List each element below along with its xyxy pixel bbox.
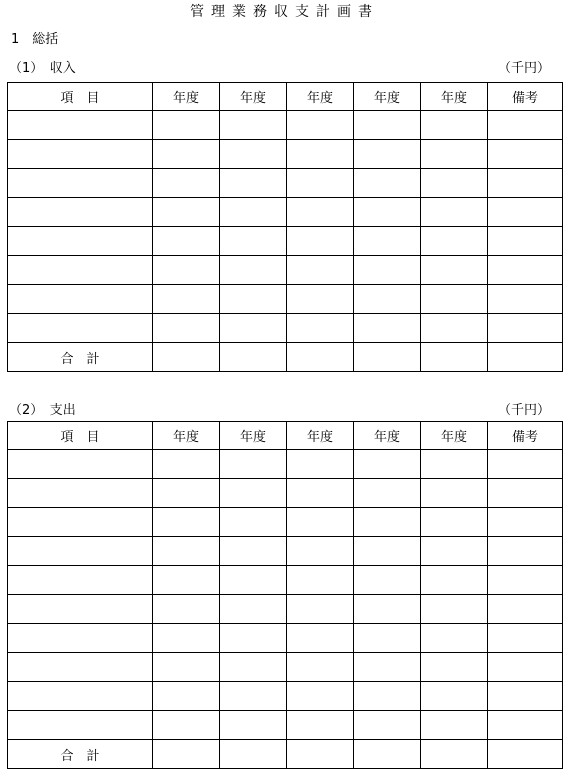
table-cell[interactable] bbox=[354, 169, 421, 198]
table-cell[interactable] bbox=[8, 256, 153, 285]
table-cell[interactable] bbox=[8, 227, 153, 256]
table-cell[interactable] bbox=[8, 566, 153, 595]
table-cell[interactable] bbox=[354, 740, 421, 769]
table-cell[interactable] bbox=[153, 227, 220, 256]
table-cell[interactable] bbox=[287, 169, 354, 198]
column-header-year: 年度 bbox=[421, 83, 488, 111]
table-cell[interactable] bbox=[488, 595, 563, 624]
table-cell[interactable] bbox=[8, 169, 153, 198]
table-cell[interactable] bbox=[220, 256, 287, 285]
table-cell[interactable] bbox=[220, 508, 287, 537]
table-cell[interactable] bbox=[287, 711, 354, 740]
table-cell[interactable] bbox=[354, 711, 421, 740]
table-cell[interactable] bbox=[488, 256, 563, 285]
table-cell[interactable] bbox=[488, 566, 563, 595]
table-cell[interactable] bbox=[8, 198, 153, 227]
table-row bbox=[8, 169, 563, 198]
column-header-item: 項 目 bbox=[8, 83, 153, 111]
table-row bbox=[8, 227, 563, 256]
income-unit-label: （千円） bbox=[498, 61, 551, 76]
table-cell[interactable] bbox=[8, 450, 153, 479]
table-cell[interactable] bbox=[488, 198, 563, 227]
table-cell[interactable] bbox=[354, 682, 421, 711]
table-cell[interactable] bbox=[421, 198, 488, 227]
table-row bbox=[8, 566, 563, 595]
table-cell[interactable] bbox=[354, 624, 421, 653]
table-cell[interactable] bbox=[488, 285, 563, 314]
total-label: 合 計 bbox=[8, 343, 153, 372]
table-cell[interactable] bbox=[8, 653, 153, 682]
table-cell[interactable] bbox=[287, 653, 354, 682]
table-cell[interactable] bbox=[153, 624, 220, 653]
table-cell[interactable] bbox=[8, 508, 153, 537]
table-row bbox=[8, 537, 563, 566]
table-cell[interactable] bbox=[488, 314, 563, 343]
column-header-year: 年度 bbox=[354, 422, 421, 450]
column-header-year: 年度 bbox=[220, 422, 287, 450]
table-row bbox=[8, 198, 563, 227]
table-cell[interactable] bbox=[421, 227, 488, 256]
table-cell[interactable] bbox=[287, 343, 354, 372]
table-cell[interactable] bbox=[287, 198, 354, 227]
table-cell[interactable] bbox=[421, 169, 488, 198]
table-cell[interactable] bbox=[488, 537, 563, 566]
table-cell[interactable] bbox=[421, 256, 488, 285]
table-cell[interactable] bbox=[488, 508, 563, 537]
table-cell[interactable] bbox=[153, 711, 220, 740]
table-cell[interactable] bbox=[287, 450, 354, 479]
table-cell[interactable] bbox=[354, 140, 421, 169]
table-cell[interactable] bbox=[287, 537, 354, 566]
table-cell[interactable] bbox=[220, 227, 287, 256]
table-cell[interactable] bbox=[421, 682, 488, 711]
table-row bbox=[8, 508, 563, 537]
table-cell[interactable] bbox=[153, 140, 220, 169]
income-header-row bbox=[8, 83, 563, 111]
table-row bbox=[8, 682, 563, 711]
table-cell[interactable] bbox=[220, 140, 287, 169]
table-cell[interactable] bbox=[8, 140, 153, 169]
table-cell[interactable] bbox=[287, 595, 354, 624]
table-row bbox=[8, 450, 563, 479]
table-cell[interactable] bbox=[354, 479, 421, 508]
table-row bbox=[8, 653, 563, 682]
table-cell[interactable] bbox=[354, 566, 421, 595]
table-cell[interactable] bbox=[287, 740, 354, 769]
table-cell[interactable] bbox=[287, 314, 354, 343]
table-cell[interactable] bbox=[153, 740, 220, 769]
table-cell[interactable] bbox=[354, 508, 421, 537]
table-cell[interactable] bbox=[153, 537, 220, 566]
table-cell[interactable] bbox=[153, 111, 220, 140]
table-cell[interactable] bbox=[488, 227, 563, 256]
table-cell[interactable] bbox=[421, 140, 488, 169]
table-cell[interactable] bbox=[488, 140, 563, 169]
table-cell[interactable] bbox=[8, 624, 153, 653]
table-cell[interactable] bbox=[220, 740, 287, 769]
table-cell[interactable] bbox=[488, 450, 563, 479]
table-cell[interactable] bbox=[287, 285, 354, 314]
table-cell[interactable] bbox=[287, 227, 354, 256]
table-cell[interactable] bbox=[354, 314, 421, 343]
table-cell[interactable] bbox=[8, 111, 153, 140]
table-cell[interactable] bbox=[220, 624, 287, 653]
table-cell[interactable] bbox=[8, 479, 153, 508]
table-row bbox=[8, 624, 563, 653]
column-header-year: 年度 bbox=[354, 83, 421, 111]
column-header-year: 年度 bbox=[220, 83, 287, 111]
table-cell[interactable] bbox=[354, 285, 421, 314]
table-cell[interactable] bbox=[421, 508, 488, 537]
table-cell[interactable] bbox=[220, 450, 287, 479]
expense-unit-label: （千円） bbox=[498, 403, 551, 418]
table-cell[interactable] bbox=[354, 450, 421, 479]
table-cell[interactable] bbox=[287, 624, 354, 653]
table-cell[interactable] bbox=[153, 343, 220, 372]
table-cell[interactable] bbox=[8, 682, 153, 711]
table-cell[interactable] bbox=[153, 479, 220, 508]
table-cell[interactable] bbox=[421, 653, 488, 682]
table-cell[interactable] bbox=[421, 285, 488, 314]
table-cell[interactable] bbox=[354, 227, 421, 256]
table-cell[interactable] bbox=[220, 537, 287, 566]
income-heading: （1） 収入 bbox=[9, 61, 76, 76]
table-cell[interactable] bbox=[354, 343, 421, 372]
table-cell[interactable] bbox=[153, 285, 220, 314]
table-cell[interactable] bbox=[421, 624, 488, 653]
expense-header-row bbox=[8, 422, 563, 450]
table-cell[interactable] bbox=[220, 566, 287, 595]
table-cell[interactable] bbox=[421, 111, 488, 140]
table-cell[interactable] bbox=[354, 653, 421, 682]
table-cell[interactable] bbox=[287, 140, 354, 169]
income-table bbox=[7, 82, 563, 372]
table-cell[interactable] bbox=[354, 256, 421, 285]
table-cell[interactable] bbox=[220, 314, 287, 343]
table-cell[interactable] bbox=[220, 653, 287, 682]
table-cell[interactable] bbox=[153, 508, 220, 537]
column-header-year: 年度 bbox=[287, 422, 354, 450]
table-cell[interactable] bbox=[8, 595, 153, 624]
table-cell[interactable] bbox=[220, 682, 287, 711]
table-cell[interactable] bbox=[220, 169, 287, 198]
table-row bbox=[8, 256, 563, 285]
table-cell[interactable] bbox=[220, 595, 287, 624]
expense-total-row bbox=[8, 740, 563, 769]
table-cell[interactable] bbox=[421, 740, 488, 769]
table-cell[interactable] bbox=[421, 537, 488, 566]
table-cell[interactable] bbox=[153, 653, 220, 682]
table-row bbox=[8, 595, 563, 624]
expense-heading: （2） 支出 bbox=[9, 403, 76, 418]
table-cell[interactable] bbox=[421, 314, 488, 343]
table-cell[interactable] bbox=[287, 508, 354, 537]
table-cell[interactable] bbox=[488, 653, 563, 682]
table-row bbox=[8, 111, 563, 140]
table-cell[interactable] bbox=[421, 479, 488, 508]
table-cell[interactable] bbox=[488, 343, 563, 372]
table-cell[interactable] bbox=[220, 198, 287, 227]
document-title: 管理業務収支計画書 bbox=[190, 4, 379, 20]
column-header-notes: 備考 bbox=[488, 422, 563, 450]
table-cell[interactable] bbox=[488, 169, 563, 198]
table-cell[interactable] bbox=[220, 111, 287, 140]
column-header-year: 年度 bbox=[153, 422, 220, 450]
table-cell[interactable] bbox=[488, 624, 563, 653]
table-cell[interactable] bbox=[488, 111, 563, 140]
table-cell[interactable] bbox=[421, 711, 488, 740]
total-label: 合 計 bbox=[8, 740, 153, 769]
section-heading: 1 総括 bbox=[11, 32, 59, 47]
table-cell[interactable] bbox=[421, 450, 488, 479]
table-cell[interactable] bbox=[488, 711, 563, 740]
column-header-notes: 備考 bbox=[488, 83, 563, 111]
table-cell[interactable] bbox=[421, 595, 488, 624]
table-cell[interactable] bbox=[421, 343, 488, 372]
column-header-year: 年度 bbox=[421, 422, 488, 450]
table-cell[interactable] bbox=[354, 198, 421, 227]
table-cell[interactable] bbox=[287, 256, 354, 285]
table-cell[interactable] bbox=[153, 256, 220, 285]
table-cell[interactable] bbox=[220, 479, 287, 508]
table-cell[interactable] bbox=[287, 479, 354, 508]
table-cell[interactable] bbox=[153, 314, 220, 343]
table-cell[interactable] bbox=[488, 740, 563, 769]
column-header-item: 項 目 bbox=[8, 422, 153, 450]
table-cell[interactable] bbox=[153, 595, 220, 624]
table-cell[interactable] bbox=[220, 711, 287, 740]
table-cell[interactable] bbox=[287, 111, 354, 140]
table-cell[interactable] bbox=[421, 566, 488, 595]
table-cell[interactable] bbox=[153, 450, 220, 479]
table-cell[interactable] bbox=[287, 566, 354, 595]
table-row bbox=[8, 711, 563, 740]
table-cell[interactable] bbox=[488, 479, 563, 508]
column-header-year: 年度 bbox=[153, 83, 220, 111]
table-row bbox=[8, 140, 563, 169]
table-cell[interactable] bbox=[153, 682, 220, 711]
table-cell[interactable] bbox=[220, 343, 287, 372]
table-cell[interactable] bbox=[8, 285, 153, 314]
table-cell[interactable] bbox=[220, 285, 287, 314]
table-cell[interactable] bbox=[354, 111, 421, 140]
table-cell[interactable] bbox=[153, 169, 220, 198]
table-cell[interactable] bbox=[153, 198, 220, 227]
table-cell[interactable] bbox=[354, 537, 421, 566]
table-cell[interactable] bbox=[8, 314, 153, 343]
table-cell[interactable] bbox=[153, 566, 220, 595]
table-cell[interactable] bbox=[8, 711, 153, 740]
table-cell[interactable] bbox=[488, 682, 563, 711]
table-cell[interactable] bbox=[287, 682, 354, 711]
table-cell[interactable] bbox=[354, 595, 421, 624]
table-cell[interactable] bbox=[8, 537, 153, 566]
expense-table bbox=[7, 421, 563, 769]
table-row bbox=[8, 314, 563, 343]
column-header-year: 年度 bbox=[287, 83, 354, 111]
table-row bbox=[8, 285, 563, 314]
table-row bbox=[8, 479, 563, 508]
income-total-row bbox=[8, 343, 563, 372]
